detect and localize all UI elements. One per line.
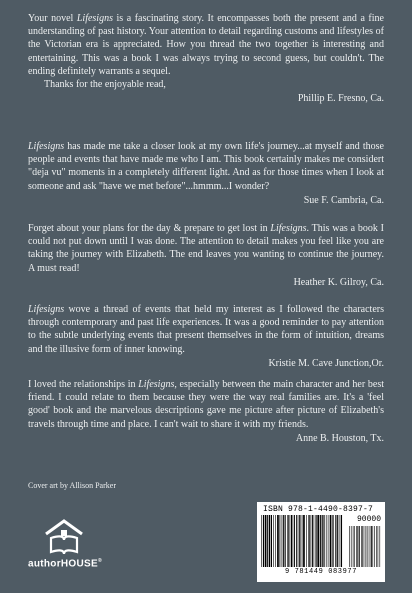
barcode-number: 9 781449 083977 [284,568,357,576]
barcode-bar [374,526,375,567]
barcode-bar [265,515,267,567]
cover-art-credit: Cover art by Allison Parker [28,481,116,490]
barcode-bar [322,515,323,567]
barcode-bar [302,515,303,567]
review-signature: Anne B. Houston, Tx. [295,432,384,444]
book-title: Lifesigns [76,13,113,24]
price-barcode-bars [349,526,381,567]
barcode-bar [364,526,365,567]
barcode-bar [317,515,319,567]
review-1 [28,12,384,105]
book-title: Lifesigns [28,141,65,152]
barcode-bar [378,526,379,567]
barcode-bar [323,515,324,567]
barcode-bar [269,515,270,567]
barcode-bar [357,526,358,567]
barcode-bar [362,526,363,567]
barcode-bar [330,515,332,567]
barcode-bar [280,515,281,567]
isbn-barcode [257,502,385,582]
barcode-bar [332,515,333,567]
barcode-bar [326,515,327,567]
barcode-bar [351,526,352,567]
barcode-bar [341,515,342,567]
barcode-bar [308,515,309,567]
barcode-bar [283,515,284,567]
review-text: Lifesigns has made me take a closer look at my own life's journey...at myself and those people and events that have made me who I am. This book certainly makes me considert "deja vu" moments in a completely different light. And as for those times when I look at someone and ask "have we met before"...hmmm...I wonder? [28,141,384,192]
barcode-bar [373,526,374,567]
barcode-bar [277,515,279,567]
publisher-name: authorHOUSE® [28,558,102,570]
barcode-bar [366,526,367,567]
barcode-bar [367,526,368,567]
review-5 [28,378,384,445]
barcode-bar [333,515,334,567]
barcode-bar [273,515,274,567]
barcode-bar [306,515,307,567]
review-signature: Sue F. Cambria, Ca. [303,194,384,206]
barcode-bar [337,515,338,567]
barcode-bar [354,526,355,567]
barcode-bar [335,515,336,567]
barcode-bar [328,515,329,567]
house-book-icon [42,516,86,556]
barcode-bar [299,515,300,567]
barcode-bar [369,526,370,567]
publisher-logo [28,516,100,580]
barcode-bar [340,515,341,567]
barcode-bar [271,515,272,567]
price-code: 90000 [356,515,381,524]
book-title: Lifesigns [138,379,175,390]
barcode-bar [301,515,302,567]
barcode-bar [267,515,268,567]
barcode-bar [376,526,377,567]
barcode-bar [380,526,381,567]
barcode-bar [288,515,289,567]
review-signature: Phillip E. Fresno, Ca. [297,93,384,105]
barcode-bar [291,515,293,567]
barcode-bar [303,515,305,567]
barcode-bar [359,526,360,567]
barcode-bar [263,515,264,567]
barcode-bar [285,515,286,567]
review-2 [28,140,384,207]
review-4 [28,303,384,370]
review-text: Lifesigns wove a thread of events that held my interest as I followed the characters through contemporary and past life experiences. It was a good reminder to pay attention to the subtle underlying events that present themselves in the form of intuition, dreams and the illusive form of inner knowing. [28,304,384,355]
barcode-bars [261,515,343,567]
barcode-bar [314,515,315,567]
barcode-bar [287,515,288,567]
book-title: Lifesigns [270,223,307,234]
barcode-bar [349,526,350,567]
barcode-bar [261,515,262,567]
barcode-bar [296,515,297,567]
review-text: I loved the relationships in Lifesigns, especially between the main character and her best friend. I could relate to them because they were the way real families are. It's a 'feel good' book and the marvelous descriptions gave me picture after picture of Elizabeth's travels through time and place. I can't wait to share it with my friends. [28,379,384,430]
book-title: Lifesigns [28,304,65,315]
barcode-bar [361,526,362,567]
barcode-bar [356,526,357,567]
barcode-bar [320,515,321,567]
barcode-bar [275,515,276,567]
barcode-bar [371,526,372,567]
review-thanks: Thanks for the enjoyable read, [44,79,166,91]
isbn-label: ISBN 978-1-4490-8397-7 [263,505,374,514]
barcode-bar [281,515,282,567]
barcode-bar [309,515,310,567]
barcode-bar [353,526,354,567]
review-text: Forget about your plans for the day & prepare to get lost in Lifesigns. This was a book I could not put down until I was done. The attention to detail makes you feel like you are taking the journey with Elizabeth. The end leaves you wanting to continue the journey. A must read! [28,223,384,274]
barcode-bar [294,515,295,567]
barcode-bar [316,515,317,567]
barcode-bar [312,515,313,567]
review-3 [28,222,384,289]
review-signature: Heather K. Gilroy, Ca. [293,276,384,288]
review-text: Your novel Lifesigns is a fascinating story. It encompasses both the present and a fine understanding of past history. Your attention to detail regarding customs and lifestyles of the Victorian era is appreciated. How you thread the two together is interesting and entertaining. This was a book I was always trying to second guess, but couldn't. The ending definitely warrants a sequel. [28,13,384,77]
review-signature: Kristie M. Cave Junction,Or. [268,357,384,369]
